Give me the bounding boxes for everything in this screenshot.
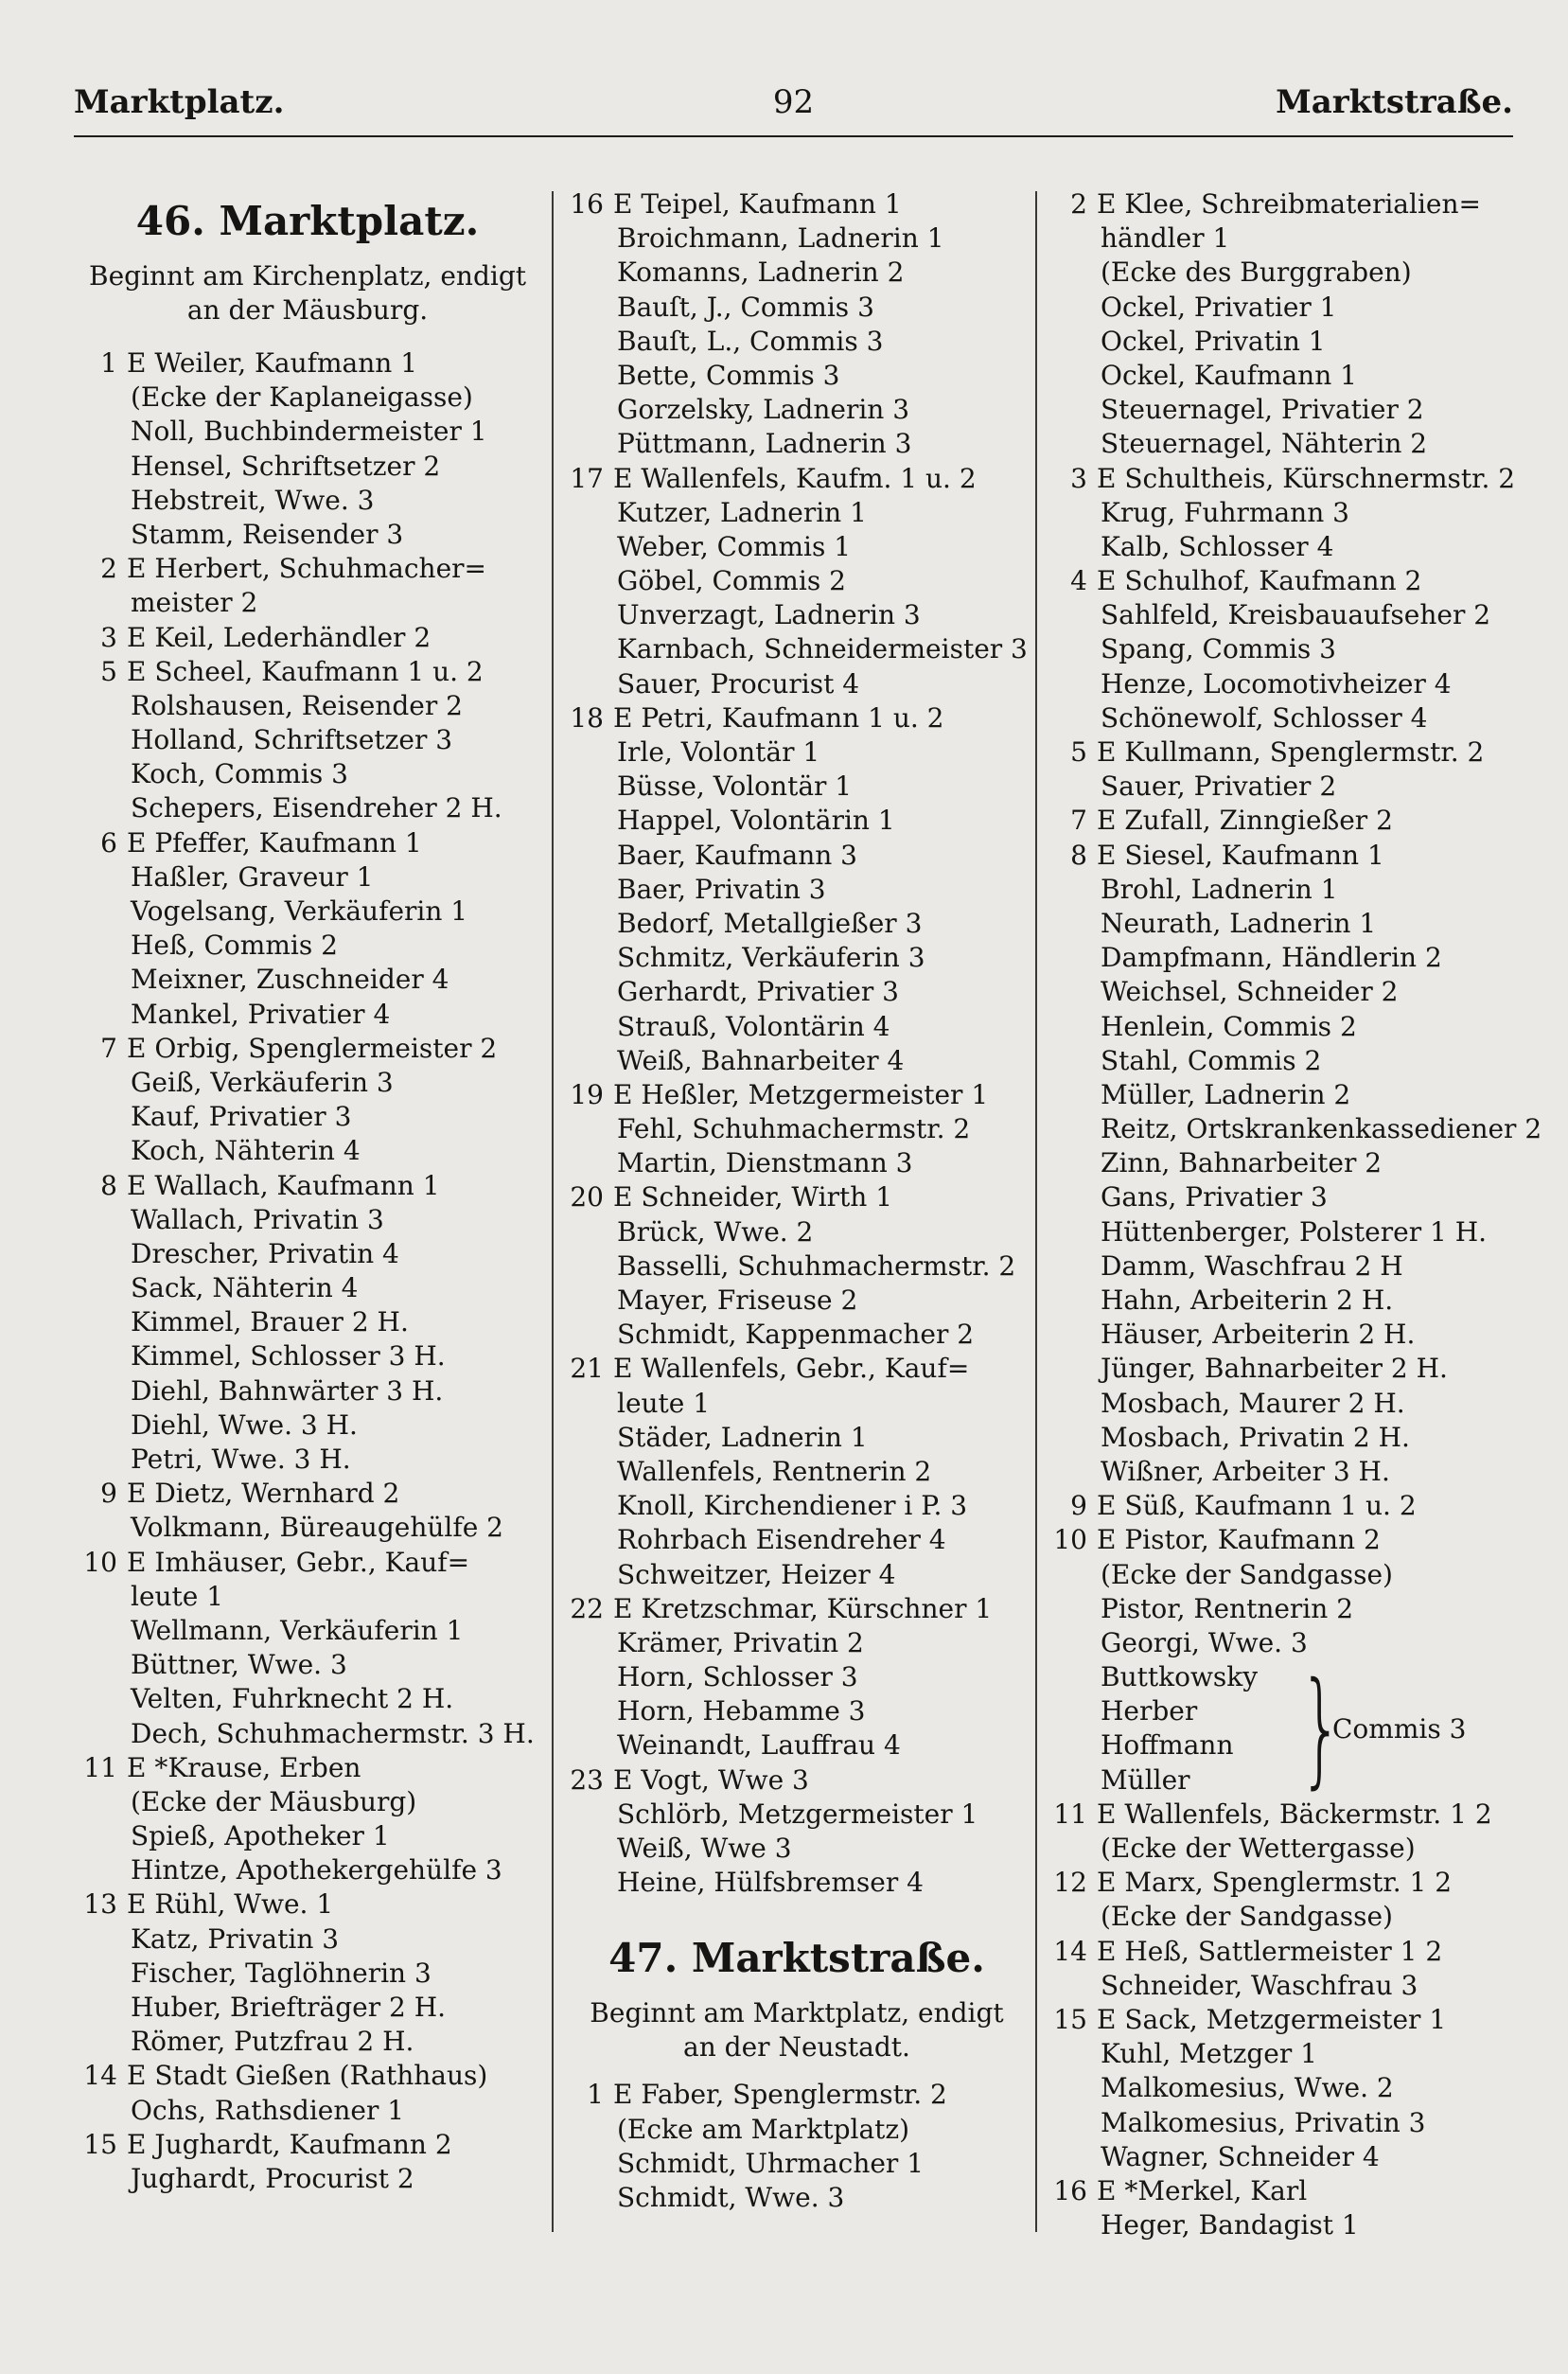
- resident-entry: Komanns, Ladnerin 2: [617, 257, 905, 289]
- house-number: 2: [100, 553, 117, 585]
- resident-entry: Zinn, Bahnarbeiter 2: [1101, 1147, 1383, 1179]
- house-number: 10: [1053, 1524, 1087, 1556]
- resident-entry: Geiß, Verkäuferin 3: [131, 1066, 394, 1098]
- resident-entry: Hensel, Schriftsetzer 2: [131, 450, 441, 482]
- resident-entry: Karnbach, Schneidermeister 3: [617, 633, 1028, 665]
- curly-brace-icon: }: [1299, 1656, 1344, 1802]
- house-entry: [1044, 839, 1536, 873]
- house-entry: [1044, 1523, 1536, 1557]
- entry-text: E Dietz, Wernhard 2: [127, 1478, 400, 1510]
- resident-entry: Göbel, Commis 2: [617, 565, 846, 597]
- house-number: 13: [83, 1888, 117, 1921]
- resident-entry: Haßler, Graveur 1: [131, 860, 374, 893]
- entry-text: E Klee, Schreibmaterialien=: [1097, 188, 1481, 220]
- entry-list-col1: [74, 346, 541, 2196]
- entry-list-col2b: [560, 2078, 1033, 2215]
- resident-entry: Schepers, Eisendreher 2 H.: [131, 792, 502, 824]
- house-entry: [1044, 804, 1536, 838]
- resident-entry: Schmitz, Verkäuferin 3: [617, 942, 925, 974]
- house-number: 17: [570, 462, 604, 494]
- resident-entry: leute 1: [131, 1580, 224, 1612]
- resident-entry: Diehl, Bahnwärter 3 H.: [131, 1374, 444, 1407]
- resident-entry: Wellmann, Verkäuferin 1: [131, 1614, 464, 1646]
- section-desc-46-line2: an der Mäusburg.: [186, 294, 429, 326]
- entry-text: E Schneider, Wirth 1: [613, 1181, 893, 1214]
- entry-text: E Wallenfels, Bäckermstr. 1 2: [1097, 1798, 1492, 1830]
- resident-entry: Mosbach, Privatin 2 H.: [1101, 1421, 1410, 1453]
- entry-text: E Kullmann, Spenglermstr. 2: [1097, 736, 1485, 768]
- resident-entry: Horn, Schlosser 3: [617, 1661, 858, 1693]
- resident-entry: Jünger, Bahnarbeiter 2 H.: [1101, 1353, 1448, 1385]
- entry-text: E Heß, Sattlermeister 1 2: [1097, 1935, 1443, 1967]
- entry-list-col3b: [1044, 1798, 1536, 2242]
- house-number: 18: [570, 701, 604, 734]
- resident-entry: Happel, Volontärin 1: [617, 805, 895, 837]
- house-number: 11: [83, 1751, 117, 1783]
- resident-entry: (Ecke der Wettergasse): [1101, 1833, 1416, 1864]
- section-title-47: 47. Marktstraße.: [608, 1935, 985, 1982]
- house-entry: [560, 462, 1033, 496]
- column-2: [560, 187, 1033, 2215]
- resident-entry: Steuernagel, Nähterin 2: [1101, 428, 1428, 460]
- house-entry: [560, 1352, 1033, 1386]
- resident-entry: Krämer, Privatin 2: [617, 1626, 864, 1658]
- resident-entry: leute 1: [617, 1387, 711, 1419]
- entry-list-col3a: [1044, 187, 1542, 1660]
- list-item: Buttkowsky: [1101, 1661, 1259, 1693]
- resident-entry: (Ecke der Mäusburg): [131, 1785, 417, 1817]
- house-number: 22: [570, 1592, 604, 1624]
- house-number: 8: [100, 1169, 117, 1201]
- resident-entry: Heine, Hülfsbremser 4: [617, 1867, 924, 1899]
- resident-entry: Brück, Wwe. 2: [617, 1215, 814, 1248]
- section-desc-46-line1: Beginnt am Kirchenplatz, endigt: [89, 260, 526, 292]
- house-number: 9: [1070, 1490, 1087, 1522]
- list-item: Hoffmann: [1101, 1729, 1234, 1762]
- resident-entry: Dech, Schuhmachermstr. 3 H.: [131, 1717, 535, 1749]
- house-number: 14: [83, 2060, 117, 2092]
- house-entry: [1044, 1866, 1536, 1900]
- house-entry: [1044, 735, 1536, 770]
- house-entry: [74, 655, 541, 689]
- house-entry: [74, 1751, 541, 1785]
- house-number: 7: [1070, 805, 1087, 837]
- house-entry: [1044, 2003, 1536, 2037]
- resident-entry: Kimmel, Brauer 2 H.: [131, 1306, 409, 1338]
- entry-text: E Vogt, Wwe 3: [613, 1763, 809, 1796]
- resident-entry: Hebstreit, Wwe. 3: [131, 484, 375, 516]
- resident-entry: Irle, Volontär 1: [617, 736, 820, 768]
- resident-entry: Weiß, Bahnarbeiter 4: [617, 1044, 905, 1076]
- resident-entry: Fehl, Schuhmachermstr. 2: [617, 1113, 971, 1145]
- list-item: Herber: [1101, 1695, 1198, 1727]
- resident-entry: Wallach, Privatin 3: [131, 1203, 384, 1235]
- resident-entry: Fischer, Taglöhnerin 3: [131, 1957, 432, 1989]
- resident-entry: Hahn, Arbeiterin 2 H.: [1101, 1284, 1394, 1316]
- house-entry: [560, 1180, 1033, 1214]
- resident-entry: Koch, Commis 3: [131, 758, 348, 790]
- house-entry: [74, 552, 541, 586]
- house-entry: [560, 187, 1033, 221]
- resident-entry: Bette, Commis 3: [617, 359, 840, 391]
- resident-entry: Wallenfels, Rentnerin 2: [617, 1455, 932, 1487]
- resident-entry: Steuernagel, Privatier 2: [1101, 394, 1424, 426]
- section-title-46: 46. Marktplatz.: [135, 198, 480, 244]
- entry-text: E Petri, Kaufmann 1 u. 2: [613, 701, 944, 734]
- entry-text: E Kretzschmar, Kürschner 1: [613, 1592, 993, 1624]
- resident-entry: Schmidt, Wwe. 3: [617, 2181, 845, 2213]
- resident-entry: Katz, Privatin 3: [131, 1922, 340, 1955]
- section-desc-47-line2: an der Neustadt.: [683, 2031, 910, 2064]
- house-number: 1: [587, 2079, 604, 2111]
- resident-entry: Ockel, Kaufmann 1: [1101, 359, 1357, 391]
- resident-entry: Basselli, Schuhmachermstr. 2: [617, 1249, 1016, 1282]
- entry-text: E Siesel, Kaufmann 1: [1097, 839, 1384, 871]
- resident-entry: Spieß, Apotheker 1: [131, 1820, 390, 1852]
- resident-entry: Damm, Waschfrau 2 H: [1101, 1249, 1403, 1282]
- resident-entry: Mayer, Friseuse 2: [617, 1284, 858, 1316]
- resident-entry: Weiß, Wwe 3: [617, 1833, 792, 1864]
- resident-entry: Römer, Putzfrau 2 H.: [131, 2026, 414, 2058]
- resident-entry: Baer, Privatin 3: [617, 873, 826, 905]
- entry-text: E Wallach, Kaufmann 1: [127, 1169, 440, 1201]
- resident-entry: Neurath, Ladnerin 1: [1101, 907, 1377, 939]
- resident-entry: (Ecke der Sandgasse): [1101, 1901, 1393, 1933]
- resident-entry: Bauſt, L., Commis 3: [617, 325, 884, 357]
- resident-entry: Schweitzer, Heizer 4: [617, 1558, 896, 1590]
- resident-entry: Gorzelsky, Ladnerin 3: [617, 394, 910, 426]
- house-entry: [560, 1763, 1033, 1798]
- resident-entry: Ochs, Rathsdiener 1: [131, 2094, 405, 2126]
- resident-entry: Noll, Buchbindermeister 1: [131, 416, 487, 448]
- resident-entry: Horn, Hebamme 3: [617, 1695, 866, 1727]
- resident-entry: Ockel, Privatin 1: [1101, 325, 1326, 357]
- entry-text: E Wallenfels, Gebr., Kauf=: [613, 1353, 970, 1385]
- resident-entry: Volkmann, Büreaugehülfe 2: [131, 1512, 503, 1544]
- house-number: 19: [570, 1078, 604, 1110]
- resident-entry: Städer, Ladnerin 1: [617, 1421, 868, 1453]
- house-number: 20: [570, 1181, 604, 1214]
- header-right-street: Marktstraße.: [1276, 83, 1513, 121]
- resident-entry: Strauß, Volontärin 4: [617, 1010, 890, 1042]
- house-entry: [1044, 1798, 1536, 1832]
- resident-entry: Pistor, Rentnerin 2: [1101, 1592, 1354, 1624]
- resident-entry: Schneider, Waschfrau 3: [1101, 1969, 1418, 2001]
- house-number: 3: [1070, 462, 1087, 494]
- entry-text: E Schultheis, Kürschnermstr. 2: [1097, 462, 1516, 494]
- entry-text: E Keil, Lederhändler 2: [127, 621, 432, 653]
- house-entry: [560, 701, 1033, 735]
- house-entry: [1044, 462, 1536, 496]
- resident-entry: Spang, Commis 3: [1101, 633, 1336, 665]
- house-number: 9: [100, 1478, 117, 1510]
- column-divider-2: [1035, 191, 1037, 2232]
- house-entry: [560, 1078, 1033, 1112]
- resident-entry: Ockel, Privatier 1: [1101, 291, 1337, 323]
- resident-entry: Kauf, Privatier 3: [131, 1101, 352, 1133]
- resident-entry: Heß, Commis 2: [131, 930, 338, 962]
- resident-entry: Weinandt, Lauffrau 4: [617, 1729, 901, 1762]
- resident-entry: Reitz, Ortskrankenkassediener 2: [1101, 1113, 1542, 1145]
- entry-text: E Schulhof, Kaufmann 2: [1097, 565, 1422, 597]
- entry-text: E Weiler, Kaufmann 1: [127, 347, 418, 379]
- house-entry: [560, 2078, 1033, 2112]
- house-number: 3: [100, 621, 117, 653]
- resident-entry: Koch, Nähterin 4: [131, 1135, 361, 1167]
- entry-text: E Pistor, Kaufmann 2: [1097, 1524, 1381, 1556]
- resident-entry: Büsse, Volontär 1: [617, 771, 853, 803]
- entry-text: E Süß, Kaufmann 1 u. 2: [1097, 1490, 1417, 1522]
- resident-entry: Gerhardt, Privatier 3: [617, 976, 899, 1008]
- resident-entry: Häuser, Arbeiterin 2 H.: [1101, 1319, 1416, 1351]
- house-number: 5: [1070, 736, 1087, 768]
- resident-entry: (Ecke der Sandgasse): [1101, 1558, 1393, 1590]
- resident-entry: Vogelsang, Verkäuferin 1: [131, 895, 468, 927]
- resident-entry: Sack, Nähterin 4: [131, 1272, 359, 1304]
- brace-label: Commis 3: [1332, 1713, 1467, 1745]
- header-left-street: Marktplatz.: [74, 83, 285, 121]
- house-number: 4: [1070, 565, 1087, 597]
- resident-entry: Gans, Privatier 3: [1101, 1181, 1328, 1214]
- resident-entry: (Ecke am Marktplatz): [617, 2113, 910, 2145]
- resident-entry: Heger, Bandagist 1: [1101, 2209, 1359, 2241]
- resident-entry: Velten, Fuhrknecht 2 H.: [131, 1683, 454, 1715]
- house-entry: [74, 1032, 541, 1066]
- resident-entry: Drescher, Privatin 4: [131, 1237, 399, 1269]
- house-number: 23: [570, 1763, 604, 1796]
- resident-entry: Martin, Dienstmann 3: [617, 1147, 913, 1179]
- house-entry: [74, 621, 541, 655]
- resident-entry: (Ecke der Kaplaneigasse): [131, 381, 473, 414]
- resident-entry: Brohl, Ladnerin 1: [1101, 873, 1338, 905]
- house-entry: [74, 1546, 541, 1580]
- house-entry: [74, 2128, 541, 2162]
- resident-entry: Müller, Ladnerin 2: [1101, 1078, 1351, 1110]
- resident-entry: Schönewolf, Schlosser 4: [1101, 701, 1428, 734]
- entry-text: E Herbert, Schuhmacher=: [127, 553, 486, 585]
- entry-text: E Faber, Spenglermstr. 2: [613, 2079, 947, 2111]
- house-number: 1: [100, 347, 117, 379]
- page-number: 92: [772, 83, 815, 121]
- house-number: 8: [1070, 839, 1087, 871]
- header-rule: [74, 135, 1513, 137]
- resident-entry: Jughardt, Procurist 2: [131, 2162, 414, 2194]
- resident-entry: Püttmann, Ladnerin 3: [617, 428, 912, 460]
- entry-text: E Pfeffer, Kaufmann 1: [127, 826, 422, 859]
- resident-entry: Bedorf, Metallgießer 3: [617, 907, 923, 939]
- entry-text: E Marx, Spenglermstr. 1 2: [1097, 1867, 1453, 1899]
- resident-entry: Henlein, Commis 2: [1101, 1010, 1357, 1042]
- list-item: Müller: [1101, 1763, 1190, 1796]
- resident-entry: Henze, Locomotivheizer 4: [1101, 667, 1452, 700]
- resident-entry: Georgi, Wwe. 3: [1101, 1626, 1308, 1658]
- house-number: 12: [1053, 1867, 1087, 1899]
- section-desc-47-line1: Beginnt am Marktplatz, endigt: [590, 1997, 1004, 2029]
- resident-entry: Rohrbach Eisendreher 4: [617, 1524, 946, 1556]
- entry-text: E *Merkel, Karl: [1097, 2174, 1308, 2206]
- house-entry: [74, 826, 541, 860]
- entry-text: E Scheel, Kaufmann 1 u. 2: [127, 655, 484, 687]
- resident-entry: Sauer, Procurist 4: [617, 667, 860, 700]
- resident-entry: Kalb, Schlosser 4: [1101, 530, 1334, 562]
- house-entry: [74, 1477, 541, 1511]
- resident-entry: Sauer, Privatier 2: [1101, 771, 1337, 803]
- house-entry: [1044, 2174, 1536, 2208]
- resident-entry: Hintze, Apothekergehülfe 3: [131, 1854, 502, 1887]
- house-number: 7: [100, 1032, 117, 1064]
- resident-entry: Baer, Kaufmann 3: [617, 839, 857, 871]
- house-number: 16: [1053, 2174, 1087, 2206]
- house-number: 6: [100, 826, 117, 859]
- resident-entry: Huber, Briefträger 2 H.: [131, 1992, 447, 2023]
- house-entry: [1044, 564, 1536, 598]
- resident-entry: Hüttenberger, Polsterer 1 H.: [1101, 1215, 1488, 1248]
- resident-entry: Holland, Schriftsetzer 3: [131, 724, 453, 756]
- resident-entry: Wagner, Schneider 4: [1101, 2140, 1380, 2172]
- entry-text: E Imhäuser, Gebr., Kauf=: [127, 1546, 470, 1578]
- resident-entry: Kimmel, Schlosser 3 H.: [131, 1340, 446, 1373]
- entry-text: E Rühl, Wwe. 1: [127, 1888, 334, 1921]
- house-number: 15: [83, 2128, 117, 2160]
- resident-entry: Diehl, Wwe. 3 H.: [131, 1408, 358, 1441]
- house-number: 2: [1070, 188, 1087, 220]
- house-entry: [74, 1169, 541, 1203]
- resident-entry: Dampfmann, Händlerin 2: [1101, 942, 1442, 974]
- resident-entry: Krug, Fuhrmann 3: [1101, 496, 1349, 528]
- resident-entry: Malkomesius, Wwe. 2: [1101, 2072, 1394, 2104]
- resident-entry: Weber, Commis 1: [617, 530, 852, 562]
- resident-entry: Kuhl, Metzger 1: [1101, 2038, 1317, 2070]
- entry-text: E *Krause, Erben: [127, 1751, 361, 1783]
- resident-entry: Büttner, Wwe. 3: [131, 1649, 347, 1681]
- house-entry: [1044, 1935, 1536, 1969]
- resident-entry: Meixner, Zuschneider 4: [131, 964, 449, 996]
- entry-list-col2: [560, 187, 1033, 1900]
- house-number: 11: [1053, 1798, 1087, 1830]
- resident-entry: Mankel, Privatier 4: [131, 998, 391, 1030]
- resident-entry: Bauſt, J., Commis 3: [617, 291, 874, 323]
- resident-entry: Weichsel, Schneider 2: [1101, 976, 1399, 1008]
- resident-entry: Stahl, Commis 2: [1101, 1044, 1322, 1076]
- house-entry: [1044, 187, 1536, 221]
- entry-text: E Sack, Metzgermeister 1: [1097, 2003, 1447, 2035]
- entry-text: E Stadt Gießen (Rathhaus): [127, 2060, 488, 2092]
- resident-entry: Schmidt, Kappenmacher 2: [617, 1319, 975, 1351]
- resident-entry: Unverzagt, Ladnerin 3: [617, 599, 921, 631]
- resident-entry: Schlörb, Metzgermeister 1: [617, 1798, 978, 1830]
- resident-entry: Schmidt, Uhrmacher 1: [617, 2147, 925, 2179]
- house-entry: [74, 2059, 541, 2093]
- entry-text: E Wallenfels, Kaufm. 1 u. 2: [613, 462, 977, 494]
- resident-entry: Rolshausen, Reisender 2: [131, 689, 463, 721]
- entry-text: E Heßler, Metzgermeister 1: [613, 1078, 989, 1110]
- resident-entry: Kutzer, Ladnerin 1: [617, 496, 867, 528]
- house-number: 21: [570, 1353, 604, 1385]
- house-entry: [1044, 1489, 1536, 1523]
- resident-entry: Knoll, Kirchendiener i P. 3: [617, 1490, 968, 1522]
- house-number: 14: [1053, 1935, 1087, 1967]
- entry-text: E Teipel, Kaufmann 1: [613, 188, 902, 220]
- commis-brace-group: [1044, 1656, 1536, 1802]
- column-3: [1044, 187, 1542, 2242]
- house-entry: [74, 1887, 541, 1922]
- resident-entry: Broichmann, Ladnerin 1: [617, 222, 944, 255]
- resident-entry: (Ecke des Burggraben): [1101, 257, 1412, 289]
- page-header: [74, 83, 1513, 136]
- house-entry: [74, 346, 541, 381]
- house-number: 15: [1053, 2003, 1087, 2035]
- resident-entry: Wißner, Arbeiter 3 H.: [1101, 1455, 1390, 1487]
- house-number: 10: [83, 1546, 117, 1578]
- column-1: [74, 187, 541, 2196]
- resident-entry: Stamm, Reisender 3: [131, 518, 404, 550]
- entry-text: E Jughardt, Kaufmann 2: [127, 2128, 452, 2160]
- resident-entry: Petri, Wwe. 3 H.: [131, 1444, 351, 1475]
- resident-entry: meister 2: [131, 587, 258, 619]
- house-number: 5: [100, 655, 117, 687]
- entry-text: E Orbig, Spenglermeister 2: [127, 1032, 498, 1064]
- resident-entry: Sahlfeld, Kreisbauaufseher 2: [1101, 599, 1491, 631]
- house-number: 16: [570, 188, 604, 220]
- resident-entry: händler 1: [1101, 222, 1230, 255]
- house-entry: [560, 1592, 1033, 1626]
- resident-entry: Malkomesius, Privatin 3: [1101, 2106, 1426, 2138]
- column-divider-1: [552, 191, 554, 2232]
- entry-text: E Zufall, Zinngießer 2: [1097, 805, 1393, 837]
- resident-entry: Mosbach, Maurer 2 H.: [1101, 1387, 1405, 1419]
